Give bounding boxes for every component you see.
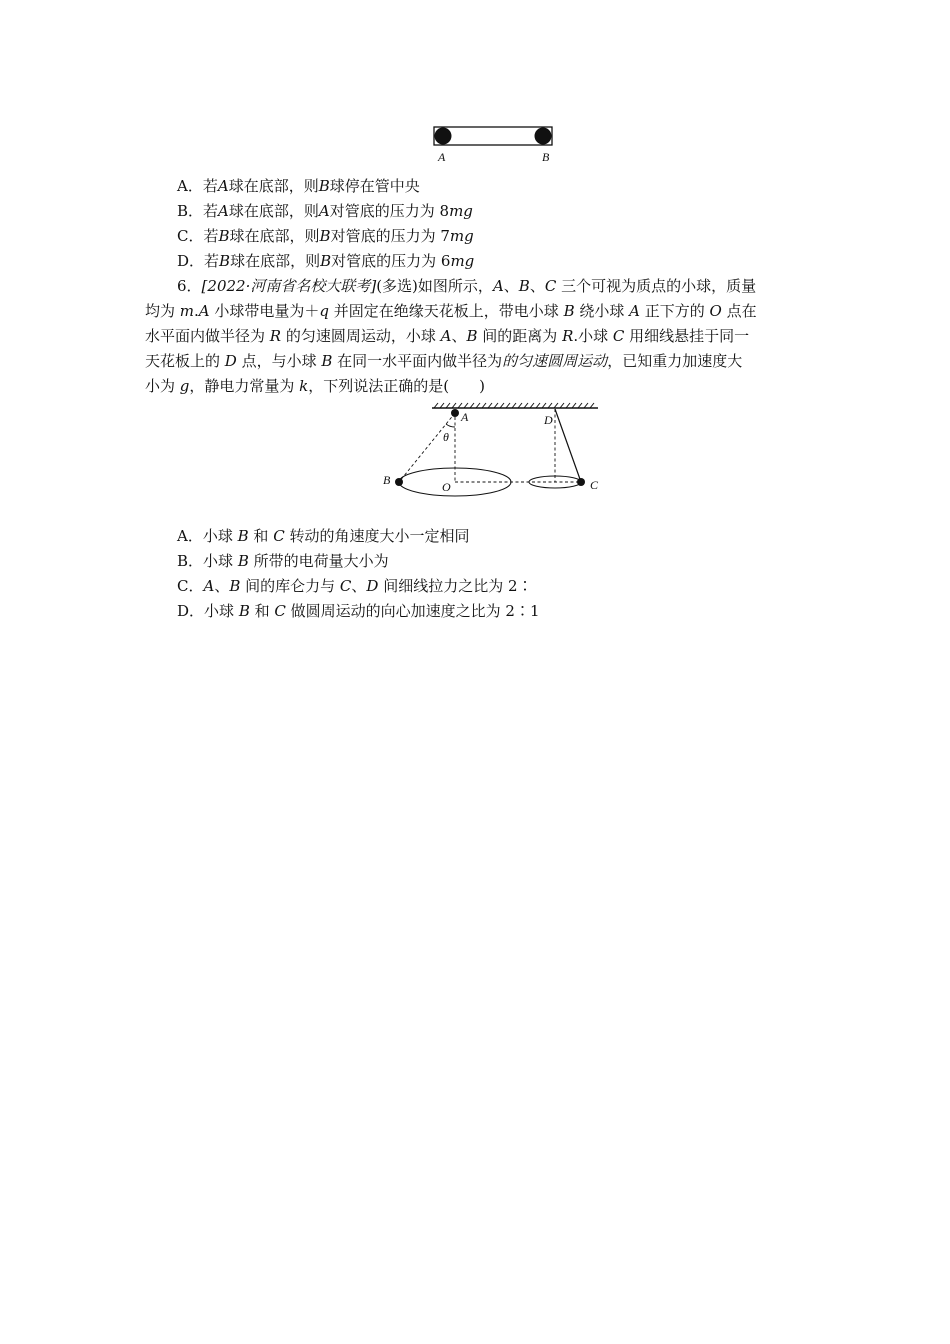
label-a: A [461,410,469,424]
a-to-b-dashed [399,413,455,482]
question-number: 6． [177,277,202,295]
tube-figure [425,122,565,168]
label-c: C [590,478,599,492]
string-d-to-c [555,409,581,482]
q6-stem-line-1: 6．[2022·河南省名校大联考](多选)如图所示，A、B、C 三个可视为质点的小球，质量 [177,277,757,295]
ball-a [435,128,452,145]
q6-stem-line-3: 水平面内做半径为 R 的匀速圆周运动，小球 A、B 间的距离为 R.小球 C 用细线悬挂于同一 [145,327,750,345]
label-theta: θ [443,430,449,444]
q6-option-c: C．A、B 间的库仑力与 C、D 间细线拉力之比为 2∶ [177,577,533,595]
q6-option-d: D．小球 B 和 C 做圆周运动的向心加速度之比为 2∶1 [177,602,540,620]
ball-c [577,478,585,486]
theta-arc [446,424,455,427]
label-b: B [542,150,550,164]
label-a: A [438,150,446,164]
q6-stem-line-5: 小为 g，静电力常量为 k，下列说法正确的是( ) [145,377,485,395]
q5-option-a: A．若A球在底部，则B球停在管中央 [177,177,420,195]
q6-option-a: A．小球 B 和 C 转动的角速度大小一定相同 [177,527,470,545]
ball-b [535,128,552,145]
circular-motion-figure [380,400,610,500]
q6-option-b: B．小球 B 所带的电荷量大小为 [177,552,389,570]
label-b: B [383,473,391,487]
q5-option-c: C．若B球在底部，则B对管底的压力为 7mg [177,227,474,245]
q5-option-b: B．若A球在底部，则A对管底的压力为 8mg [177,202,473,220]
tube [434,127,552,145]
q6-stem-line-2: 均为 m.A 小球带电量为＋q 并固定在绝缘天花板上，带电小球 B 绕小球 A 正下方的 O 点在 [145,302,757,320]
question-source: [2022·河南省名校大联考] [201,277,377,295]
q5-option-d: D．若B球在底部，则B对管底的压力为 6mg [177,252,475,270]
q6-stem-line-4: 天花板上的 D 点，与小球 B 在同一水平面内做半径为的匀速圆周运动，已知重力加速度大 [145,352,743,370]
ball-b [395,478,403,486]
label-d: D [544,413,553,427]
label-o: O [442,480,451,494]
